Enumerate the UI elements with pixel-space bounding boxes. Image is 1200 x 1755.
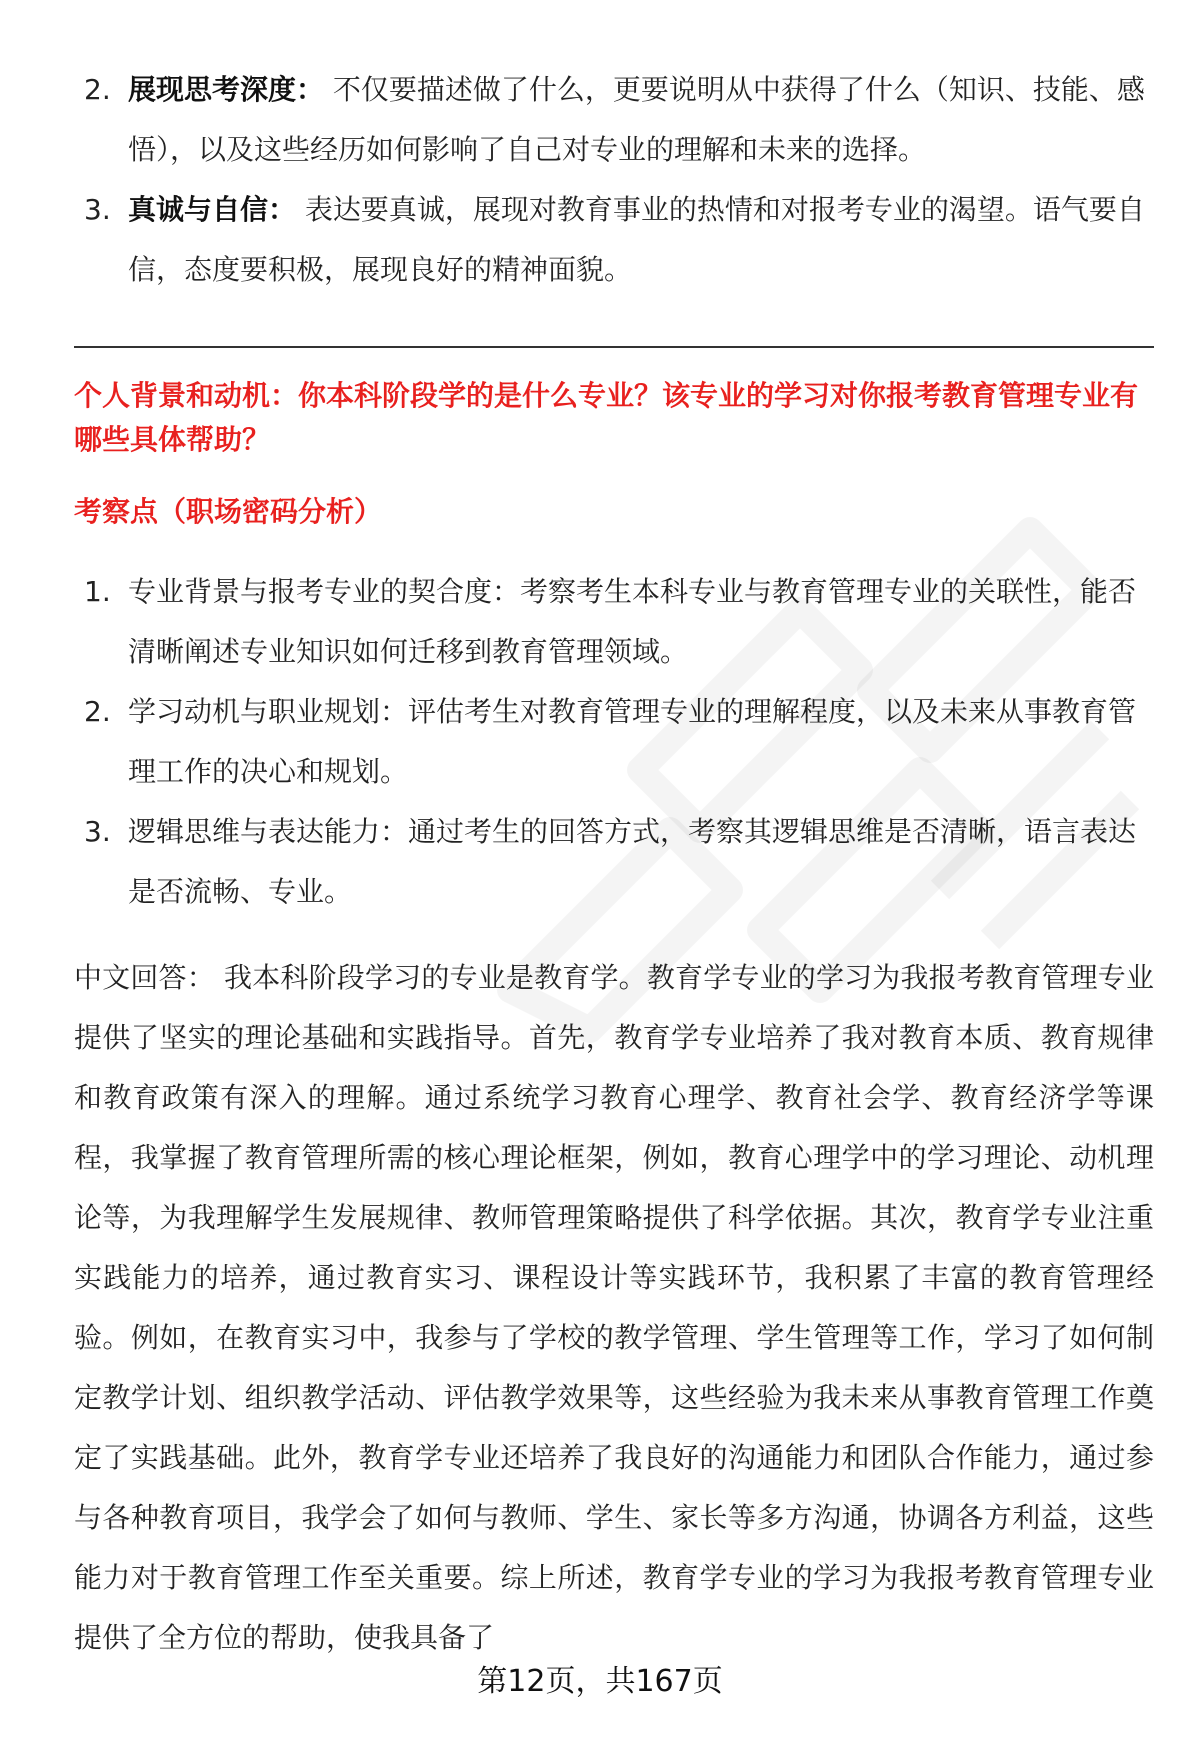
list-item-title: 真诚与自信：	[128, 193, 297, 226]
section-divider	[74, 346, 1154, 348]
list-item-text: 不仅要描述做了什么，更要说明从中获得了什么（知识、技能、感悟），以及这些经历如何影响了自己对专业的理解和未来的选择。	[128, 73, 1145, 166]
question-heading: 个人背景和动机：你本科阶段学的是什么专业？该专业的学习对你报考教育管理专业有哪些具体帮助？	[74, 379, 1139, 456]
answer-label: 中文回答：	[74, 961, 215, 994]
answer-text: 我本科阶段学习的专业是教育学。教育学专业的学习为我报考教育管理专业提供了坚实的理论基础和实践指导。首先，教育学专业培养了我对教育本质、教育规律和教育政策有深入的理解。通过系统学习教育心理学、教育社会学、教育经济学等课程，我掌握了教育管理所需的核心理论框架，例如，教育心理学中的学习理论、动机理论等，为我理解学生发展规律、教师管理策略提供了科学依据。其次，教育学专业注重实践能力的培养，通过教育实习、课程设计等实践环节，我积累了丰富的教育管理经验。例如，在教育实习中，我参与了学校的教学管理、学生管理等工作，学习了如何制定教学计划、组织教学活动、评估教学效果等，这些经验为我未来从事教育管理工作奠定了实践基础。此外，教育学专业还培养了我良好的沟通能力和团队合作能力，通过参与各种教育项目，我学会了如何与教师、学生、家长等多方沟通，协调各方利益，这些能力对于教育管理工作至关重要。综上所述，教育学专业的学习为我报考教育管理专业提供了全方位的帮助，使我具备了	[74, 961, 1154, 1654]
list-number: 3.	[84, 815, 111, 848]
page-footer: 第12页，共167页	[477, 1664, 723, 1699]
list-number: 2.	[84, 73, 111, 106]
answer-paragraph	[74, 948, 1154, 1668]
list-item-text: 表达要真诚，展现对教育事业的热情和对报考专业的渴望。语气要自信，态度要积极，展现良好的精神面貌。	[128, 193, 1145, 286]
list-item	[74, 802, 1154, 922]
examination-points-heading: 考察点（职场密码分析）	[74, 495, 383, 528]
list-item-text: 专业背景与报考专业的契合度：考察考生本科专业与教育管理专业的关联性，能否清晰阐述专业知识如何迁移到教育管理领域。	[128, 575, 1137, 668]
list-number: 2.	[84, 695, 111, 728]
tips-list	[74, 60, 1154, 300]
list-item-title: 展现思考深度：	[128, 73, 325, 106]
list-item	[74, 682, 1154, 802]
list-item	[74, 180, 1154, 300]
list-item	[74, 562, 1154, 682]
examination-points-list	[74, 562, 1154, 922]
list-item-text: 逻辑思维与表达能力：通过考生的回答方式，考察其逻辑思维是否清晰，语言表达是否流畅、专业。	[128, 815, 1137, 908]
list-number: 3.	[84, 193, 111, 226]
list-item-text: 学习动机与职业规划：评估考生对教育管理专业的理解程度，以及未来从事教育管理工作的决心和规划。	[128, 695, 1137, 788]
list-number: 1.	[84, 575, 111, 608]
list-item	[74, 60, 1154, 180]
